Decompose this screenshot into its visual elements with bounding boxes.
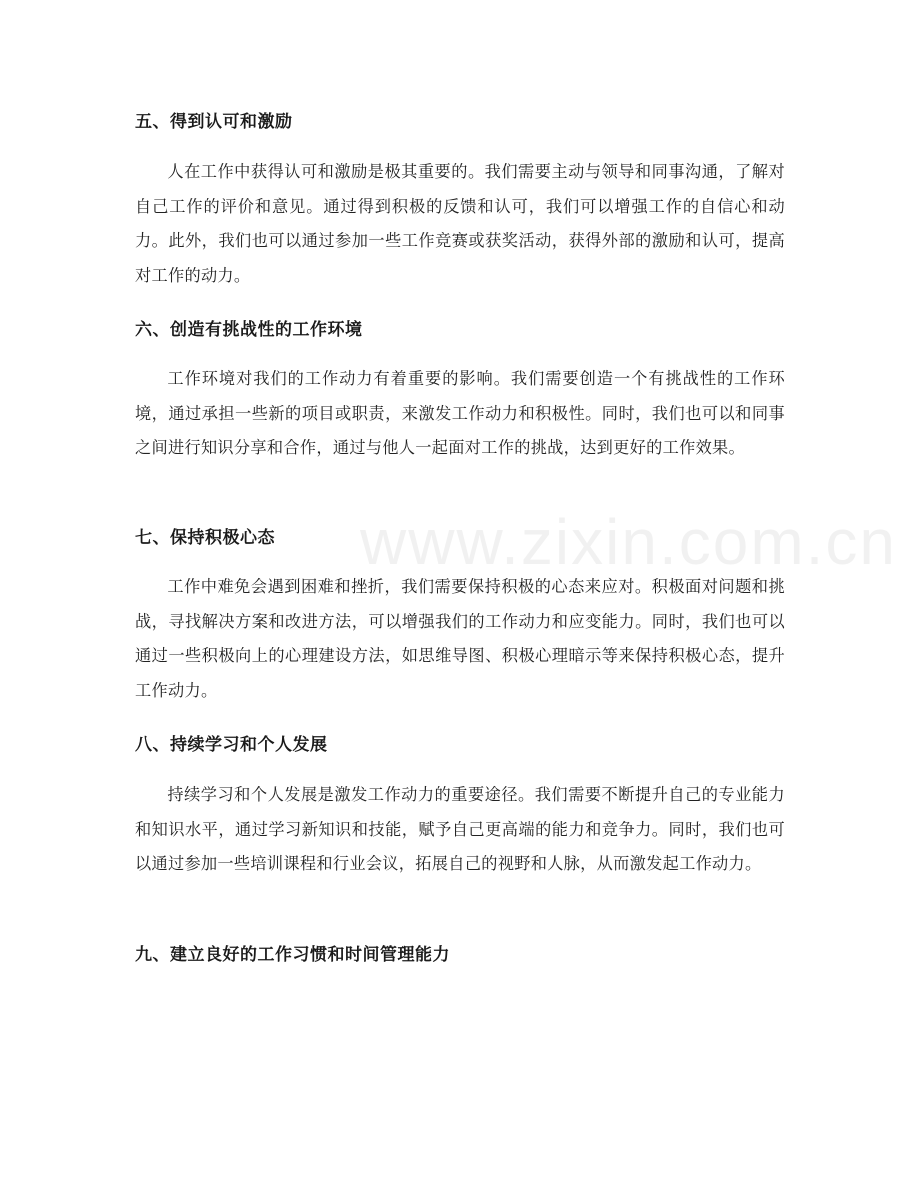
section-heading-7: 七、保持积极心态 <box>135 528 275 548</box>
watermark: www.zixin.com.cn <box>360 506 897 578</box>
section-paragraph-6: 工作环境对我们的工作动力有着重要的影响。我们需要创造一个有挑战性的工作环境，通过承担一些新的项目或职责，来激发工作动力和积极性。同时，我们也可以和同事之间进行知识分享和合作，通过与他人一起面对工作的挑战，达到更好的工作效果。 <box>135 369 785 457</box>
section-heading-5: 五、得到认可和激励 <box>135 112 293 132</box>
section-paragraph-7: 工作中难免会遇到困难和挫折，我们需要保持积极的心态来应对。积极面对问题和挑战，寻找解决方案和改进方法，可以增强我们的工作动力和应变能力。同时，我们也可以通过一些积极向上的心理建设方法，如思维导图、积极心理暗示等来保持积极心态，提升工作动力。 <box>135 577 785 700</box>
section-heading-9: 九、建立良好的工作习惯和时间管理能力 <box>135 945 450 965</box>
section-paragraph-5: 人在工作中获得认可和激励是极其重要的。我们需要主动与领导和同事沟通，了解对自己工作的评价和意见。通过得到积极的反馈和认可，我们可以增强工作的自信心和动力。此外，我们也可以通过参加一些工作竞赛或获奖活动，获得外部的激励和认可，提高对工作的动力。 <box>135 162 785 285</box>
section-paragraph-8: 持续学习和个人发展是激发工作动力的重要途径。我们需要不断提升自己的专业能力和知识水平，通过学习新知识和技能，赋予自己更高端的能力和竞争力。同时，我们也可以通过参加一些培训课程和行业会议，拓展自己的视野和人脉，从而激发起工作动力。 <box>135 785 785 873</box>
section-heading-6: 六、创造有挑战性的工作环境 <box>135 320 363 340</box>
section-heading-8: 八、持续学习和个人发展 <box>135 735 328 755</box>
